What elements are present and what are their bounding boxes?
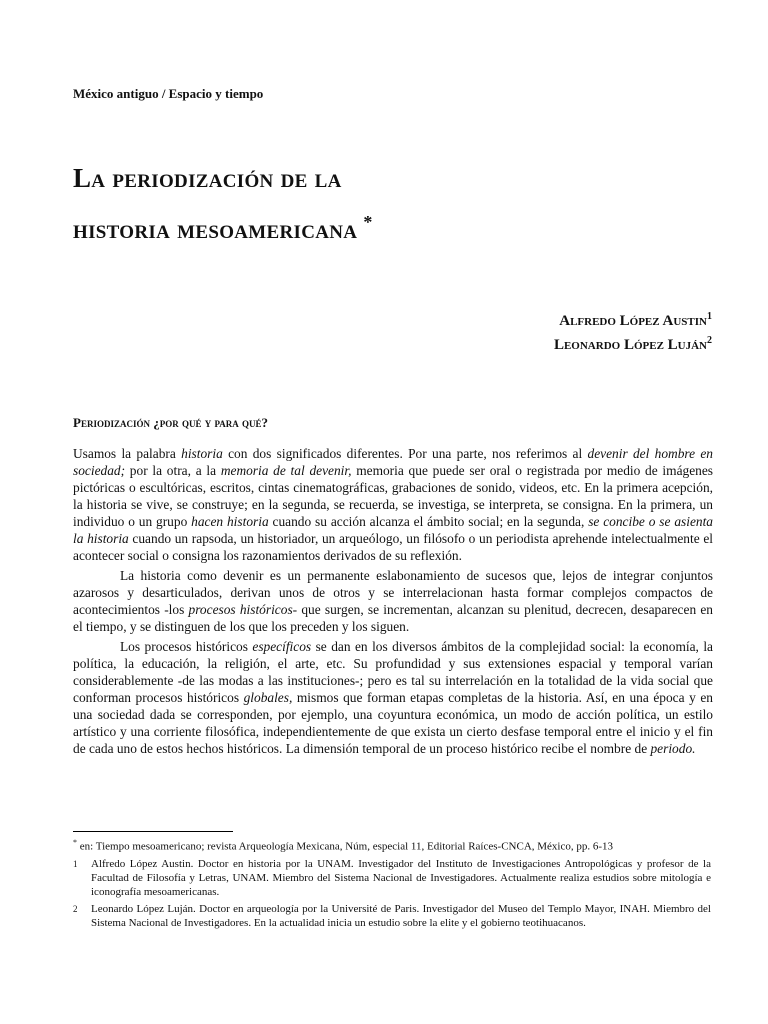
text-run: con dos significados diferentes. Por una parte, nos referimos al xyxy=(222,446,588,461)
footnote-2 xyxy=(73,902,713,930)
italic-term: devenir del hombre en sociedad; xyxy=(73,446,713,478)
author xyxy=(554,307,712,331)
text-run: cuando un rapsoda, un historiador, un arqueólogo, un filósofo o un periodista aprehende intelectualmente el acontecer social o consigna los razonamientos derivados de su reflexión. xyxy=(73,531,713,563)
author xyxy=(554,331,712,355)
footnote-text: Leonardo López Luján. Doctor en arqueología por la Université de Paris. Investigador del Museo del Templo Mayor, INAH. Miembro del Sistema Nacional de Investigadores. En la actualidad inicia un estudio sobre la elite y el gobierno teotihuacanos. xyxy=(91,902,711,929)
italic-term: procesos históricos xyxy=(188,602,293,617)
italic-term: periodo. xyxy=(650,741,696,756)
italic-term: historia xyxy=(181,446,223,461)
body-text xyxy=(73,445,713,760)
italic-term: hacen historia xyxy=(191,514,269,529)
section-heading: Periodización ¿por qué y para qué? xyxy=(73,415,269,430)
italic-term: se concibe o se asienta la historia xyxy=(73,514,713,546)
italic-term: memoria de tal devenir, xyxy=(220,463,352,478)
paragraph xyxy=(73,567,713,635)
italic-term: específicos xyxy=(252,639,312,654)
footnote-1 xyxy=(73,857,713,899)
title-footnote-marker: * xyxy=(363,212,373,232)
running-head: México antiguo / Espacio y tiempo xyxy=(73,86,264,101)
text-run: por la otra, a la xyxy=(125,463,221,478)
text-run: La historia como devenir es un permanente eslabonamiento de sucesos que, lejos de integrar conjuntos azarosos y desarticulados, derivan unos de otros y se interrelacionan hasta formar complejos compactos de acontecimientos -los xyxy=(73,568,713,617)
footnote-separator xyxy=(73,831,233,832)
text-run: cuando su acción alcanza el ámbito social; en la segunda, xyxy=(268,514,589,529)
title-line-2 xyxy=(73,200,693,251)
footnote-star xyxy=(73,836,713,854)
footnote-mark: 1 xyxy=(73,858,78,869)
text-run: - que surgen, se incrementan, alcanzan su plenitud, decrecen, desaparecen en el tiempo, y se distinguen de los que los preceden y los siguen. xyxy=(73,602,713,634)
text-run: Usamos la palabra xyxy=(73,446,182,461)
italic-term: globales, xyxy=(243,690,293,705)
footnotes xyxy=(73,836,713,933)
title-line-1: La periodización de la xyxy=(73,163,342,193)
author-footnote-ref: 2 xyxy=(707,335,712,346)
title-line-2-text: historia mesoamericana xyxy=(73,214,358,244)
footnote-mark: * xyxy=(73,838,77,847)
author-name: Leonardo López Luján xyxy=(553,337,707,353)
footnote-mark: 2 xyxy=(73,903,78,914)
paragraph xyxy=(73,445,713,564)
text-run: Los procesos históricos xyxy=(120,639,253,654)
text-run: mismos que forman etapas completas de la historia. Así, en una época y en una sociedad dada se corresponden, por ejemplo, una coyuntura económica, un modo de acción política, un estilo artístico y una corriente filosófica, independientemente de que exista un cierto desfase temporal entre el inicio y el fin de cada uno de estos hechos históricos. La dimensión temporal de un proceso histórico recibe el nombre de xyxy=(73,690,713,756)
article-title xyxy=(73,156,693,251)
footnote-text: Alfredo López Austin. Doctor en historia por la UNAM. Investigador del Instituto de Investigaciones Antropológicas y profesor de la Facultad de Filosofía y Letras, UNAM. Miembro del Sistema Nacional de Investigadores. Actualmente realiza estudios sobre mitología e iconografía mesoamericanas. xyxy=(91,857,711,898)
author-footnote-ref: 1 xyxy=(707,311,712,322)
author-name: Alfredo López Austin xyxy=(559,313,707,329)
text-run: memoria que puede ser oral o registrada por medio de imágenes pictóricas o escultóricas, escritos, cintas cinematográficas, grabaciones de sonido, videos, etc. En la primera acepción, la historia se vive, se construye; en la segunda, se recuerda, se investiga, se interpreta, se consigna. En la primera, un individuo o un grupo xyxy=(73,463,714,529)
author-list xyxy=(554,307,712,355)
text-run: se dan en los diversos ámbitos de la complejidad social: la economía, la política, la educación, la religión, el arte, etc. Su profundidad y sus extensiones espacial y temporal varían considerablemente -de las modas a las instituciones-; pero es tal su interrelación en la totalidad de la vida social que conforman procesos históricos xyxy=(73,639,713,705)
paragraph xyxy=(73,638,713,757)
footnote-text: en: Tiempo mesoamericano; revista Arqueología Mexicana, Núm, especial 11, Editorial Raíces-CNCA, México, pp. 6-13 xyxy=(77,840,614,853)
